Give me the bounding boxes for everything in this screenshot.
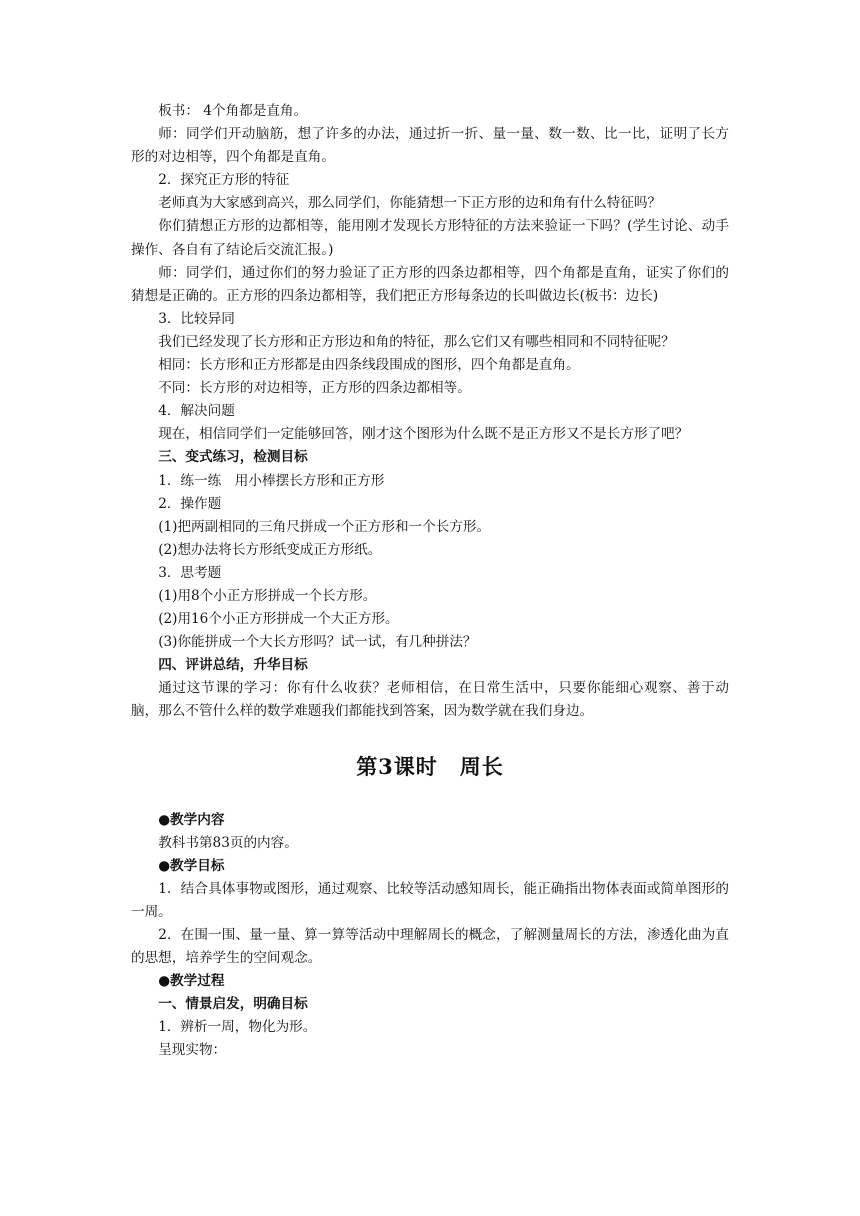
paragraph: 你们猜想正方形的边都相等，能用刚才发现长方形特征的方法来验证一下吗？(学生讨论、动手操作、各自有了结论后交流汇报。) [131, 218, 729, 258]
subheading: 2．探究正方形的特征 [158, 172, 290, 189]
subheading: 3．比较异同 [158, 310, 235, 327]
document-page [131, 100, 729, 1063]
paragraph: 呈现实物： [158, 1042, 227, 1059]
paragraph: 师：同学们开动脑筋，想了许多的办法，通过折一折、量一量、数一数、比一比，证明了长方形的对边相等，四个角都是直角。 [131, 126, 729, 166]
section-heading: 四、评讲总结，升华目标 [158, 657, 308, 674]
list-item: (1)把两副相同的三角尺拼成一个正方形和一个长方形。 [158, 518, 491, 535]
section-heading: 三、变式练习，检测目标 [158, 449, 308, 466]
paragraph: 教科书第83页的内容。 [158, 834, 298, 851]
paragraph: 相同：长方形和正方形都是由四条线段围成的图形，四个角都是直角。 [158, 357, 580, 374]
paragraph: 1．结合具体事物或图形，通过观察、比较等活动感知周长，能正确指出物体表面或简单图形的一周。 [131, 880, 729, 920]
goals-heading: ●教学目标 [158, 857, 225, 874]
paragraph: 通过这节课的学习：你有什么收获？老师相信，在日常生活中，只要你能细心观察、善于动脑，那么不管什么样的数学难题我们都能找到答案，因为数学就在我们身边。 [131, 680, 729, 720]
paragraph: 老师真为大家感到高兴，那么同学们，你能猜想一下正方形的边和角有什么特征吗？ [158, 195, 662, 212]
subheading: 4．解决问题 [158, 403, 235, 420]
paragraph: 师：同学们，通过你们的努力验证了正方形的四条边都相等，四个角都是直角，证实了你们的猜想是正确的。正方形的四条边都相等，我们把正方形每条边的长叫做边长(板书：边长) [131, 264, 729, 304]
list-item: (2)用16个小正方形拼成一个大正方形。 [158, 611, 399, 628]
process-heading: ●教学过程 [158, 973, 225, 990]
paragraph: 我们已经发现了长方形和正方形边和角的特征，那么它们又有哪些相同和不同特征呢？ [158, 333, 675, 350]
section-heading: 一、情景启发，明确目标 [158, 996, 308, 1013]
list-item: 3．思考题 [158, 564, 222, 581]
paragraph: 不同：长方形的对边相等，正方形的四条边都相等。 [158, 380, 471, 397]
paragraph: 2．在围一围、量一量、算一算等活动中理解周长的概念，了解测量周长的方法，渗透化曲为直的思想，培养学生的空间观念。 [131, 927, 729, 967]
list-item: (1)用8个小正方形拼成一个长方形。 [158, 587, 377, 604]
content-heading: ●教学内容 [158, 811, 225, 828]
lesson-title: 第3课时 周长 [356, 753, 504, 779]
list-item: 2．操作题 [158, 495, 222, 512]
list-item: (3)你能拼成一个大长方形吗？试一试，有几种拼法？ [158, 634, 477, 651]
list-item: (2)想办法将长方形纸变成正方形纸。 [158, 541, 382, 558]
paragraph: 现在，相信同学们一定能够回答，刚才这个图形为什么既不是正方形又不是长方形了吧？ [158, 426, 689, 443]
list-item: 1．练一练 用小棒摆长方形和正方形 [158, 472, 385, 489]
list-item: 1．辨析一周，物化为形。 [158, 1019, 317, 1036]
board-note: 板书： 4个角都是直角。 [158, 103, 308, 119]
